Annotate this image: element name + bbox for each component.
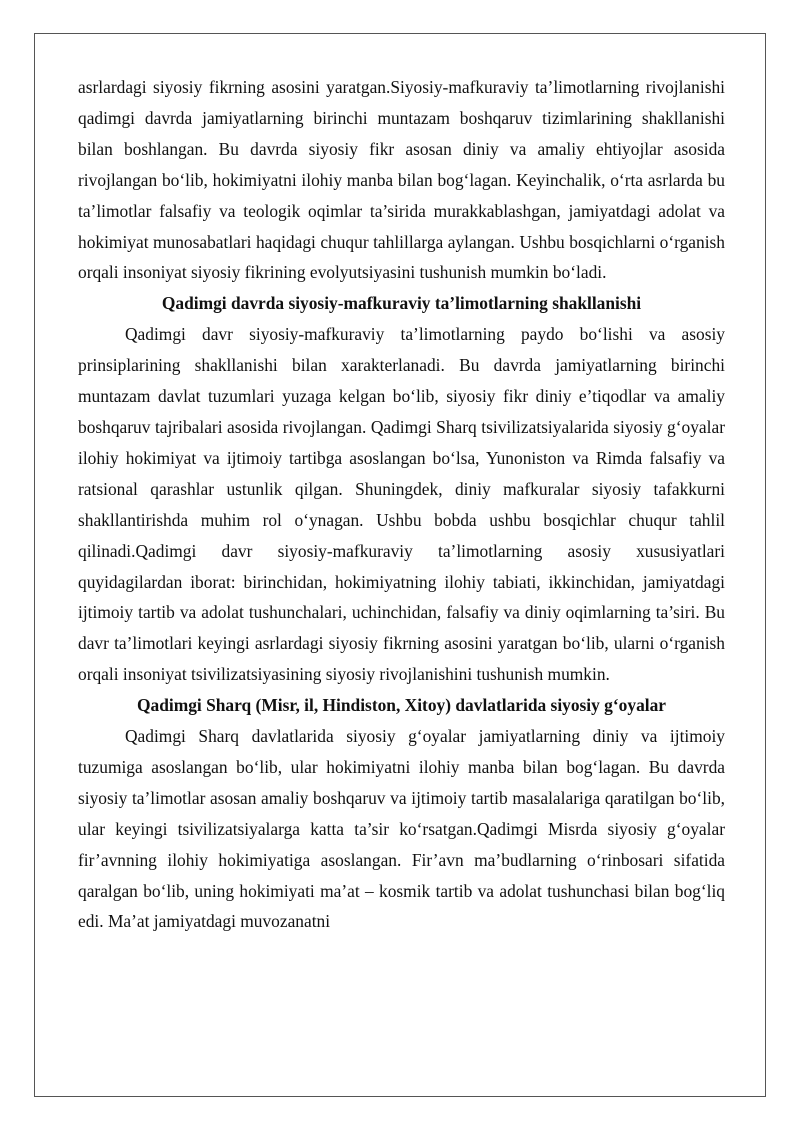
paragraph-ancient-period: Qadimgi davr siyosiy-mafkuraviy ta’limotlarning paydo bo‘lishi va asosiy prinsiplarining shakllanishi bilan xarakterlanadi. Bu davrda jamiyatlarning birinchi muntazam davlat tuzumlari yuzaga kelgan bo‘lib, siyosiy fikr diniy e’tiqodlar va amaliy boshqaruv tajribalari asosida rivojlangan. Qadimgi Sharq tsivilizatsiyalarida siyosiy g‘oyalar ilohiy hokimiyat va ijtimoiy tartibga asoslangan bo‘lsa, Yunoniston va Rimda falsafiy va ratsional qarashlar ustunlik qilgan. Shuningdek, diniy mafkuralar siyosiy tafakkurni shakllantirishda muhim rol o‘ynagan. Ushbu bobda ushbu bosqichlar chuqur tahlil qilinadi.Qadimgi davr siyosiy-mafkuraviy ta’limotlarning asosiy xususiyatlari quyidagilardan iborat: birinchidan, hokimiyatning ilohiy tabiati, ikkinchidan, jamiyatdagi ijtimoiy tartib va adolat tushunchalari, uchinchidan, falsafiy va diniy oqimlarning ta’siri. Bu davr ta’limotlari keyingi asrlardagi siyosiy fikrning asosini yaratgan bo‘lib, ularni o‘rganish orqali insoniyat tsivilizatsiyasining siyosiy rivojlanishini tushunish mumkin. [78, 324, 725, 685]
section-heading-ancient-east: Qadimgi Sharq (Misr, il, Hindiston, Xitoy) davlatlarida siyosiy g‘oyalar [136, 695, 667, 716]
paragraph-ancient-east: Qadimgi Sharq davlatlarida siyosiy g‘oyalar jamiyatlarning diniy va ijtimoiy tuzumiga asoslangan bo‘lib, ular hokimiyatni ilohiy manba bilan bog‘lagan. Bu davrda siyosiy ta’limotlar asosan amaliy boshqaruv va ijtimoiy tartib masalalariga qaratilgan bo‘lib, ular keyingi tsivilizatsiyalarga katta ta’sir ko‘rsatgan.Qadimgi Misrda siyosiy g‘oyalar fir’avnning ilohiy hokimiyatiga asoslangan. Fir’avn ma’budlarning o‘rinbosari sifatida qaralgan bo‘lib, uning hokimiyati ma’at – kosmik tartib va adolat tushunchasi bilan bog‘liq edi. Ma’at jamiyatdagi muvozanatni [78, 726, 725, 932]
paragraph-intro-continuation: asrlardagi siyosiy fikrning asosini yaratgan.Siyosiy-mafkuraviy ta’limotlarning rivojlanishi qadimgi davrda jamiyatlarning birinchi muntazam boshqaruv tizimlarining shakllanishi bilan boshlangan. Bu davrda siyosiy fikr asosan diniy va amaliy ehtiyojlar asosida rivojlangan bo‘lib, hokimiyatni ilohiy manba bilan bog‘lagan. Keyinchalik, o‘rta asrlarda bu ta’limotlar falsafiy va teologik oqimlar ta’sirida murakkablashgan, jamiyatdagi adolat va hokimiyat munosabatlari haqidagi chuqur tahlillarga aylangan. Ushbu bosqichlarni o‘rganish orqali insoniyat siyosiy fikrining evolyutsiyasini tushunish mumkin bo‘ladi. [78, 77, 725, 283]
section-heading-ancient-period: Qadimgi davrda siyosiy-mafkuraviy ta’limotlarning shakllanishi [161, 293, 642, 314]
document-body [78, 72, 725, 937]
